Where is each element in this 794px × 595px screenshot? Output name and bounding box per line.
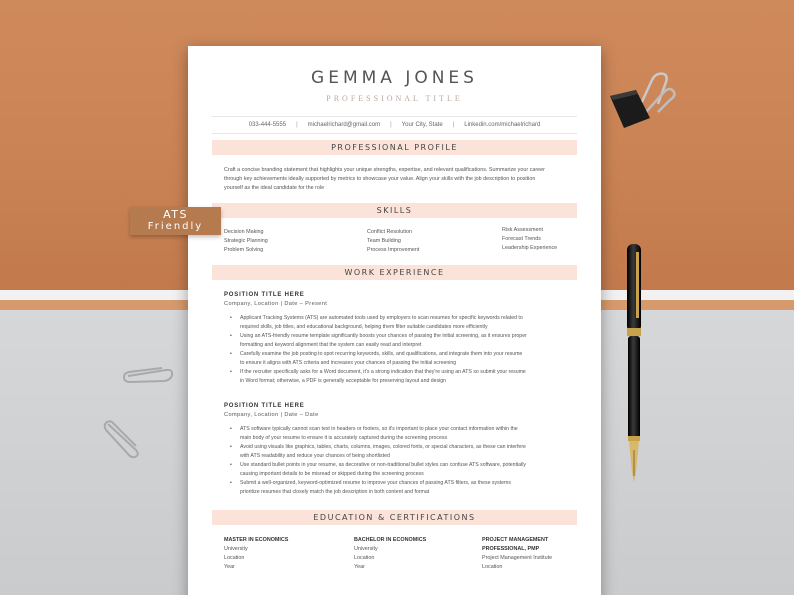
degree-name: MASTER IN ECONOMICS <box>224 537 289 543</box>
contact-separator: | <box>452 122 455 128</box>
bullet-line: main body of your resume to ensure it is accurately captured during the screening process <box>240 435 448 441</box>
bullet-line: • Use standard bullet points in your resume, as decorative or non-traditional bullet styles can confuse ATS software, potentially <box>240 462 526 468</box>
contact-email: michaelrichard@gmail.com <box>307 122 381 128</box>
degree-name: PROFESSIONAL, PMP <box>482 546 540 552</box>
contact-bar <box>212 116 577 134</box>
education-detail: Project Management Institute <box>482 555 553 561</box>
bullet-line: with ATS readability and reduce your chances of being shortlisted <box>240 453 390 459</box>
skill-item: Forecast Trends <box>502 236 541 242</box>
skills-column <box>224 228 268 255</box>
skill-item: Decision Making <box>224 229 264 235</box>
resume-title: PROFESSIONAL TITLE <box>326 94 463 103</box>
binder-clip-icon <box>606 66 678 132</box>
job-title: POSITION TITLE HERE <box>224 292 305 298</box>
education-item <box>482 536 552 572</box>
education-detail: University <box>224 546 248 552</box>
bullet-line: prioritize resumes that closely match the job description in both content and format <box>240 489 430 495</box>
job-company: Company, Location | Date – Present <box>224 301 328 307</box>
bullet-line: • If the recruiter specifically asks for a Word document, it's a strong indication that they're using an ATS so submit your resume <box>240 369 526 375</box>
paper-clip-icon <box>120 362 176 386</box>
degree-name: PROJECT MANAGEMENT <box>482 537 549 543</box>
job-bullets <box>240 314 570 386</box>
skill-item: Leadership Experience <box>502 245 558 251</box>
job-company: Company, Location | Date – Date <box>224 412 319 418</box>
list-item <box>240 443 570 461</box>
contact-separator: | <box>296 122 298 128</box>
education-detail: University <box>354 546 378 552</box>
contact-separator: | <box>390 122 392 128</box>
bullet-line: • Submit a well-organized, keyword-optimized resume to improve your chances of passing ATS filters, as these systems <box>240 480 511 486</box>
skill-item: Process Improvement <box>367 247 420 253</box>
bullet-line: causing important details to be misread or skipped during the screening process <box>240 471 424 477</box>
fountain-pen-icon <box>618 240 650 490</box>
resume-name: GEMMA JONES <box>311 68 478 88</box>
education-detail: Year <box>354 564 365 570</box>
job-bullets <box>240 425 570 497</box>
profile-line: Craft a concise branding statement that highlights your unique strengths, expertise, and relevant qualifications. Summarize your career <box>224 167 545 173</box>
section-heading-experience: WORK EXPERIENCE <box>212 265 577 280</box>
education-detail: Location <box>224 555 245 561</box>
ats-friendly-badge <box>130 207 221 235</box>
profile-line: through key achievements ideally supported by metrics to showcase your value. Align your skills with the job description to position <box>224 176 536 182</box>
education-detail: Location <box>354 555 375 561</box>
list-item <box>240 350 570 368</box>
education-detail: Year <box>224 564 235 570</box>
list-item <box>240 332 570 350</box>
bullet-line: formatting and keyword alignment that the system can easily read and interpret <box>240 342 422 348</box>
skill-item: Risk Assessment <box>502 227 544 233</box>
paper-clip-icon <box>100 416 144 460</box>
skill-item: Strategic Planning <box>224 238 268 244</box>
bullet-line: • Carefully examine the job posting to spot recurring keywords, skills, and qualifications, and integrate them into your resume <box>240 351 523 357</box>
contact-location: Your City, State <box>401 122 443 128</box>
list-item <box>240 314 570 332</box>
list-item <box>240 368 570 386</box>
badge-line: ATS <box>163 208 188 221</box>
list-item <box>240 479 570 497</box>
resume-page <box>188 46 601 595</box>
bullet-line: in Word format; otherwise, a PDF is generally acceptable for preserving layout and design <box>240 378 447 384</box>
skill-item: Problem Solving <box>224 247 264 253</box>
contact-linkedin: Linkedin.com/michaelrichard <box>464 122 541 128</box>
skill-item: Conflict Resolution <box>367 229 412 235</box>
bullet-line: • Applicant Tracking Systems (ATS) are automated tools used by employers to scan resumes for specific keywords related to <box>240 315 523 321</box>
section-heading-education: EDUCATION & CERTIFICATIONS <box>212 510 577 525</box>
profile-text <box>224 166 574 193</box>
bullet-line: to ensure it aligns with ATS criteria and increases your chances of passing the initial screening <box>240 360 457 366</box>
skill-item: Team Building <box>367 238 401 244</box>
education-item <box>354 536 426 572</box>
list-item <box>240 425 570 443</box>
badge-line: Friendly <box>147 221 204 232</box>
skills-column <box>502 226 557 253</box>
section-heading-profile: PROFESSIONAL PROFILE <box>212 140 577 155</box>
profile-line: yourself as the ideal candidate for the role <box>224 185 325 191</box>
degree-name: BACHELOR IN ECONOMICS <box>354 537 427 543</box>
skills-column <box>367 228 419 255</box>
section-heading-skills: SKILLS <box>212 203 577 218</box>
education-item <box>224 536 288 572</box>
bullet-line: • ATS software typically cannot scan text in headers or footers, so it's important to place your contact information within the <box>240 426 518 432</box>
list-item <box>240 461 570 479</box>
bullet-line: required skills, job titles, and educational background, helping them filter suitable candidates more efficiently <box>240 324 488 330</box>
bullet-line: • Using an ATS-friendly resume template significantly boosts your chances of passing the initial screening, as it ensures proper <box>240 333 527 339</box>
bullet-line: • Avoid using visuals like graphics, tables, charts, columns, images, colored fonts, or special characters, as these can interfere <box>240 444 526 450</box>
job-title: POSITION TITLE HERE <box>224 403 305 409</box>
education-detail: Location <box>482 564 503 570</box>
contact-phone: 033-444-5555 <box>248 122 287 128</box>
